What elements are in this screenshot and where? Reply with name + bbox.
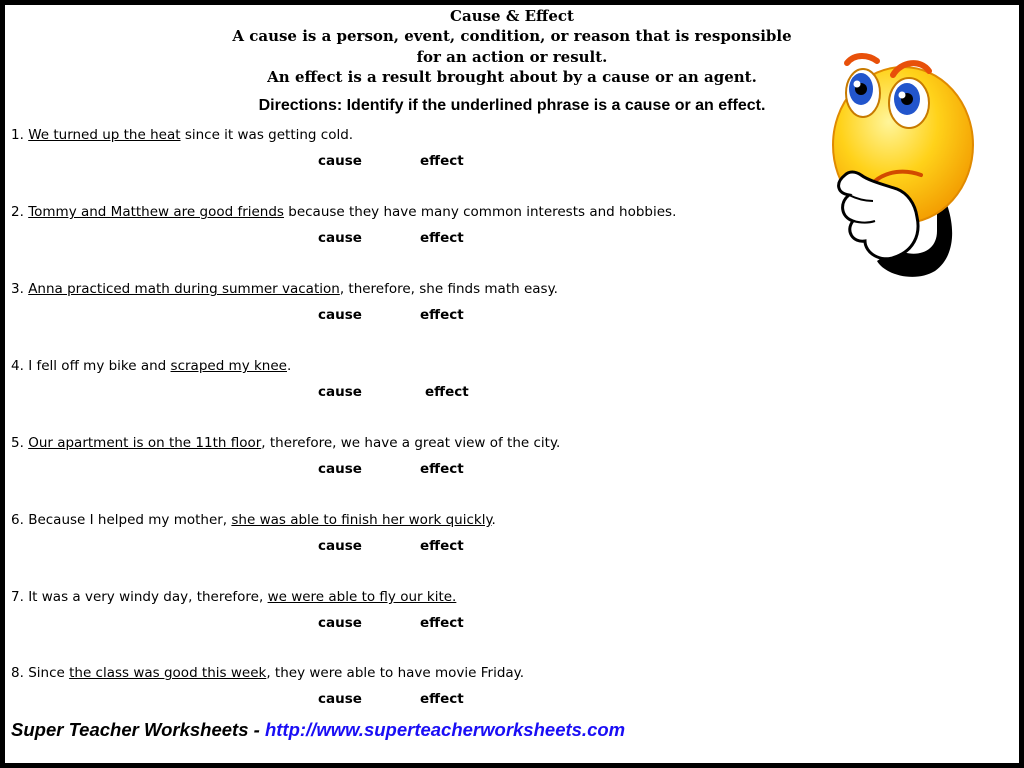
question-4: [11, 358, 291, 374]
answer-cause-7[interactable]: cause: [318, 615, 362, 631]
answer-cause-3[interactable]: cause: [318, 307, 362, 323]
question-post: because they have many common interests and hobbies.: [283, 204, 677, 220]
answer-effect-4[interactable]: effect: [425, 384, 469, 400]
cause-def-pre: A: [232, 27, 244, 45]
question-post: since it was getting cold.: [180, 127, 354, 143]
question-post: , therefore, she finds math easy.: [339, 281, 558, 297]
underlined-phrase: we were able to fly our kite.: [267, 589, 457, 605]
answer-effect-1[interactable]: effect: [420, 153, 464, 169]
question-pre: Since: [28, 665, 70, 681]
question-number: 3.: [11, 281, 24, 297]
underlined-phrase: she was able to finish her work quickly: [231, 512, 492, 528]
question-2: [11, 204, 676, 220]
answer-cause-4[interactable]: cause: [318, 384, 362, 400]
question-post: .: [286, 358, 292, 374]
question-8: [11, 665, 524, 681]
question-pre: I fell off my bike and: [28, 358, 171, 374]
cause-def-line2: for an action or result.: [416, 47, 608, 66]
question-number: 6.: [11, 512, 24, 528]
effect-def-pre: An: [267, 68, 290, 86]
underlined-phrase: scraped my knee: [170, 358, 287, 374]
question-5: [11, 435, 560, 451]
question-pre: It was a very windy day, therefore,: [28, 589, 268, 605]
underlined-phrase: Our apartment is on the 11th floor: [28, 435, 262, 451]
question-post: .: [491, 512, 496, 528]
question-number: 4.: [11, 358, 24, 374]
worksheet-title: Cause & Effect: [450, 7, 574, 25]
footer-link[interactable]: http://www.superteacherworksheets.com: [264, 719, 626, 740]
footer-text: Super Teacher Worksheets -: [11, 719, 265, 740]
question-pre: Because I helped my mother,: [28, 512, 232, 528]
question-post: , therefore, we have a great view of the city.: [261, 435, 561, 451]
question-7: [11, 589, 456, 605]
question-number: 1.: [11, 127, 24, 143]
answer-cause-5[interactable]: cause: [318, 461, 362, 477]
answer-effect-3[interactable]: effect: [420, 307, 464, 323]
underlined-phrase: Tommy and Matthew are good friends: [28, 204, 284, 220]
underlined-phrase: Anna practiced math during summer vacation: [28, 281, 340, 297]
question-number: 2.: [11, 204, 24, 220]
answer-cause-8[interactable]: cause: [318, 691, 362, 707]
question-number: 5.: [11, 435, 24, 451]
underlined-phrase: We turned up the heat: [28, 127, 181, 143]
question-number: 8.: [11, 665, 24, 681]
directions: Directions: Identify if the underlined phrase is a cause or an effect.: [258, 97, 766, 114]
cause-def-post: is a person, event, condition, or reason that is responsible: [302, 27, 792, 45]
thinking-emoji-icon: [825, 53, 985, 283]
worksheet-page: [5, 5, 1019, 763]
underlined-phrase: the class was good this week: [69, 665, 267, 681]
answer-effect-7[interactable]: effect: [420, 615, 464, 631]
answer-effect-8[interactable]: effect: [420, 691, 464, 707]
answer-effect-5[interactable]: effect: [420, 461, 464, 477]
effect-def-post: is a result brought about by a cause or an agent.: [347, 68, 757, 86]
question-1: [11, 127, 353, 143]
answer-cause-6[interactable]: cause: [318, 538, 362, 554]
cause-word: cause: [249, 27, 297, 45]
answer-effect-6[interactable]: effect: [420, 538, 464, 554]
footer-credit: [11, 719, 625, 741]
answer-effect-2[interactable]: effect: [420, 230, 464, 246]
question-3: [11, 281, 558, 297]
answer-cause-1[interactable]: cause: [318, 153, 362, 169]
question-6: [11, 512, 496, 528]
question-number: 7.: [11, 589, 24, 605]
answer-cause-2[interactable]: cause: [318, 230, 362, 246]
effect-word: effect: [294, 68, 343, 86]
question-post: , they were able to have movie Friday.: [266, 665, 525, 681]
